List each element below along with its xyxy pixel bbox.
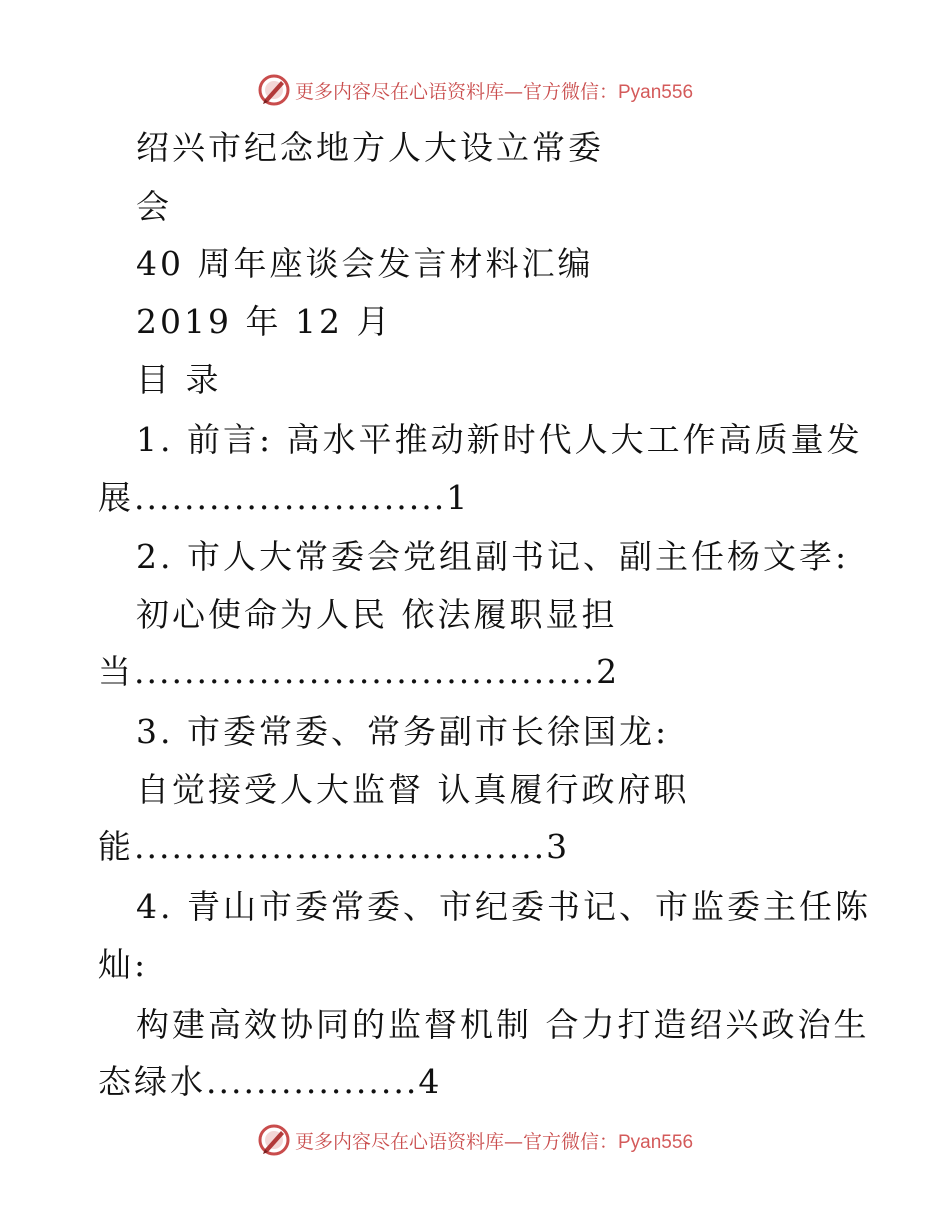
pen-logo-icon	[257, 1123, 291, 1157]
toc-item-2-continuation: 当.....................................2	[98, 652, 621, 691]
watermark-text: 更多内容尽在心语资料库—官方微信：Pyan556	[294, 80, 694, 103]
toc-page-number: 1	[446, 478, 471, 517]
toc-leader-dots: .................................	[134, 827, 547, 866]
toc-page-number: 3	[546, 827, 571, 866]
document-title-line-2: 会	[136, 187, 172, 226]
toc-item-4-continuation: 灿:	[98, 945, 149, 984]
toc-item-1-title: 1. 前言: 高水平推动新时代人大工作高质量发	[136, 420, 863, 459]
toc-item-3-subtitle: 自觉接受人大监督 认真履行政府职	[136, 770, 690, 809]
toc-leader-dots: .........................	[134, 478, 447, 517]
watermark-header	[0, 70, 950, 110]
document-title-line-1: 绍兴市纪念地方人大设立常委	[136, 128, 604, 167]
toc-item-2-title: 2. 市人大常委会党组副书记、副主任杨文孝:	[136, 537, 850, 576]
toc-item-4-subtitle: 构建高效协同的监督机制 合力打造绍兴政治生	[136, 1005, 870, 1044]
watermark-text: 更多内容尽在心语资料库—官方微信：Pyan556	[294, 1130, 694, 1153]
watermark-footer	[0, 1120, 950, 1160]
document-title-line-3: 40 周年座谈会发言材料汇编	[136, 244, 594, 283]
toc-item-4-title: 4. 青山市委常委、市纪委书记、市监委主任陈	[136, 887, 871, 926]
toc-item-3-continuation: 能.................................3	[98, 827, 571, 866]
toc-item-3-title: 3. 市委常委、常务副市长徐国龙:	[136, 712, 670, 751]
toc-heading: 目 录	[136, 360, 222, 399]
document-date: 2019 年 12 月	[136, 302, 393, 341]
toc-item-2-subtitle: 初心使命为人民 依法履职显担	[136, 595, 618, 634]
toc-item-1-continuation: 展.........................1	[98, 478, 471, 517]
toc-leader-dots: .....................................	[134, 652, 597, 691]
toc-item-4-continuation-2: 态绿水.................4	[98, 1062, 443, 1101]
toc-page-number: 4	[418, 1062, 443, 1101]
toc-leader-dots: .................	[206, 1062, 419, 1101]
toc-page-number: 2	[596, 652, 621, 691]
pen-logo-icon	[257, 73, 291, 107]
